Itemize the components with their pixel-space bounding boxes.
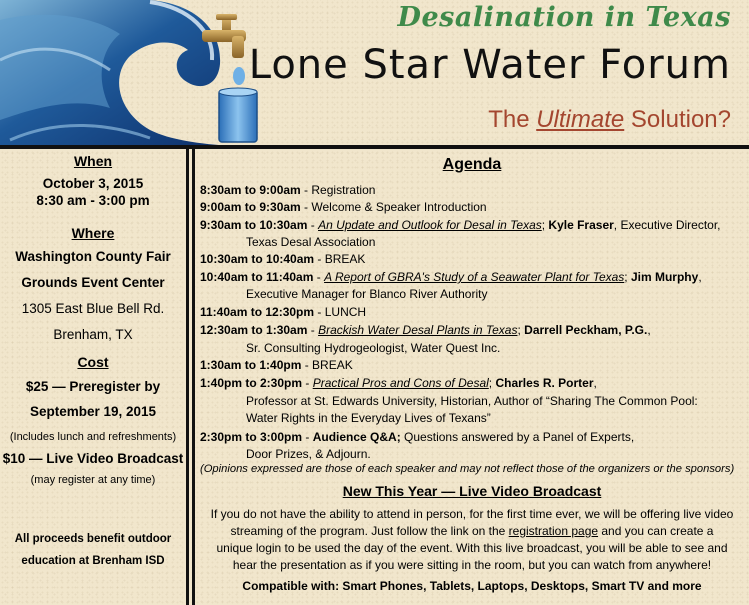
agenda-sep: ; xyxy=(517,323,525,337)
preregister-price: $25 — Preregister by xyxy=(25,379,161,394)
disclaimer: (Opinions expressed are those of each speaker and may not reflect those of the organizers or the sponsors) xyxy=(200,463,735,475)
broadcast-text-line: unique login to be used the day of the event. With this live broadcast, you will be able to see and xyxy=(216,541,728,555)
agenda-time: 2:30pm to 3:00pm xyxy=(200,430,303,444)
agenda-item xyxy=(200,252,365,266)
cost-heading: Cost xyxy=(77,354,109,370)
speaker-role: , xyxy=(647,323,651,337)
when-heading: When xyxy=(73,153,113,169)
speaker-affiliation: Professor at St. Edwards University, Historian, Author of “Sharing The Common Pool: xyxy=(246,394,698,408)
agenda-item xyxy=(200,200,487,214)
agenda-sep: - xyxy=(307,218,319,232)
agenda-item xyxy=(200,376,597,390)
where-heading: Where xyxy=(71,225,115,241)
tagline xyxy=(488,106,731,134)
agenda-continuation: Door Prizes, & Adjourn. xyxy=(246,447,371,461)
sidebar-divider-right xyxy=(192,149,195,605)
event-date: October 3, 2015 xyxy=(42,176,144,191)
broadcast-text: streaming of the program. Just follow the link on the xyxy=(230,524,509,538)
event-time: 8:30 am - 3:00 pm xyxy=(36,193,150,208)
event-details-sidebar xyxy=(0,149,186,605)
event-series-title: Desalination in Texas xyxy=(397,2,731,33)
forum-title: Lone Star Water Forum xyxy=(248,42,731,88)
speaker-affiliation: Executive Manager for Blanco River Authority xyxy=(246,287,488,301)
agenda-time: 1:40pm to 2:30pm xyxy=(200,376,303,390)
compatibility-note: Compatible with: Smart Phones, Tablets, Laptops, Desktops, Smart TV and more xyxy=(242,579,702,593)
agenda-text: - LUNCH xyxy=(314,305,367,319)
agenda-time: 8:30am to 9:00am xyxy=(200,183,301,197)
agenda-sep: - xyxy=(313,270,325,284)
talk-title: Brackish Water Desal Plants in Texas xyxy=(318,323,518,337)
agenda-item xyxy=(200,358,353,372)
speaker-affiliation: Texas Desal Association xyxy=(246,235,376,249)
speaker-affiliation: Sr. Consulting Hydrogeologist, Water Quest Inc. xyxy=(246,341,501,355)
talk-title: Practical Pros and Cons of Desal xyxy=(312,376,489,390)
header-banner xyxy=(0,0,749,146)
agenda-time: 10:40am to 11:40am xyxy=(200,270,314,284)
agenda-item xyxy=(200,270,702,284)
agenda-sep: - xyxy=(307,323,319,337)
agenda-item xyxy=(200,305,366,319)
speaker-role: , Executive Director, xyxy=(613,218,721,232)
broadcast-note: (may register at any time) xyxy=(30,474,156,486)
speaker-name: Kyle Fraser xyxy=(548,218,614,232)
agenda-text: - Welcome & Speaker Introduction xyxy=(300,200,487,214)
agenda-time: 10:30am to 10:40am xyxy=(200,252,315,266)
agenda-heading: Agenda xyxy=(442,156,502,173)
agenda-text: - BREAK xyxy=(301,358,353,372)
speaker-role: , xyxy=(698,270,702,284)
agenda-time: 12:30am to 1:30am xyxy=(200,323,308,337)
speaker-role: , xyxy=(593,376,597,390)
broadcast-price: $10 — Live Video Broadcast xyxy=(2,451,184,466)
proceeds-line-2: education at Brenham ISD xyxy=(21,555,165,567)
tagline-suffix: Solution? xyxy=(624,106,731,133)
agenda-time: 9:30am to 10:30am xyxy=(200,218,308,232)
broadcast-heading: New This Year — Live Video Broadcast xyxy=(342,483,602,499)
speaker-name: Charles R. Porter xyxy=(495,376,594,390)
agenda-sep: - xyxy=(302,430,313,444)
speaker-affiliation: Water Rights in the Everyday Lives of Texans” xyxy=(246,411,491,425)
address-line-2: Brenham, TX xyxy=(53,327,133,342)
agenda-sep: ; xyxy=(488,376,496,390)
agenda-time: 1:30am to 1:40pm xyxy=(200,358,302,372)
preregister-deadline: September 19, 2015 xyxy=(29,404,157,419)
agenda-time: 11:40am to 12:30pm xyxy=(200,305,315,319)
agenda-sep: - xyxy=(302,376,313,390)
talk-title: An Update and Outlook for Desal in Texas xyxy=(318,218,542,232)
agenda-sep: ; xyxy=(541,218,549,232)
preregister-note: (Includes lunch and refreshments) xyxy=(9,431,177,443)
venue-line-1: Washington County Fair xyxy=(15,249,171,264)
tagline-prefix: The xyxy=(488,106,537,133)
address-line-1: 1305 East Blue Bell Rd. xyxy=(21,301,165,316)
agenda-time: 9:00am to 9:30am xyxy=(200,200,301,214)
speaker-name: Jim Murphy xyxy=(630,270,699,284)
registration-page-link[interactable]: registration page xyxy=(508,524,599,538)
broadcast-text: and you can create a xyxy=(598,524,714,538)
speaker-name: Darrell Peckham, P.G. xyxy=(524,323,648,337)
agenda-sep: ; xyxy=(624,270,631,284)
proceeds-line-1: All proceeds benefit outdoor xyxy=(14,533,172,545)
tagline-emphasis: Ultimate xyxy=(536,106,625,133)
agenda-item xyxy=(200,218,721,232)
venue-line-2: Grounds Event Center xyxy=(21,275,165,290)
sidebar-divider-left xyxy=(186,149,189,605)
agenda-item xyxy=(200,430,634,444)
talk-title: A Report of GBRA's Study of a Seawater Plant for Texas xyxy=(324,270,625,284)
agenda-text: - BREAK xyxy=(314,252,366,266)
agenda-panel xyxy=(200,149,749,605)
broadcast-text-line: hear the presentation as if you were sitting in the room, but you can watch from anywhere! xyxy=(232,558,712,572)
agenda-item xyxy=(200,183,375,197)
agenda-item xyxy=(200,323,651,337)
broadcast-text-line xyxy=(200,524,744,539)
agenda-text: Questions answered by a Panel of Experts, xyxy=(400,430,635,444)
qa-label: Audience Q&A; xyxy=(312,430,401,444)
agenda-text: - Registration xyxy=(300,183,376,197)
broadcast-text-line: If you do not have the ability to attend in person, for the first time ever, we will be offering live video xyxy=(210,507,734,521)
